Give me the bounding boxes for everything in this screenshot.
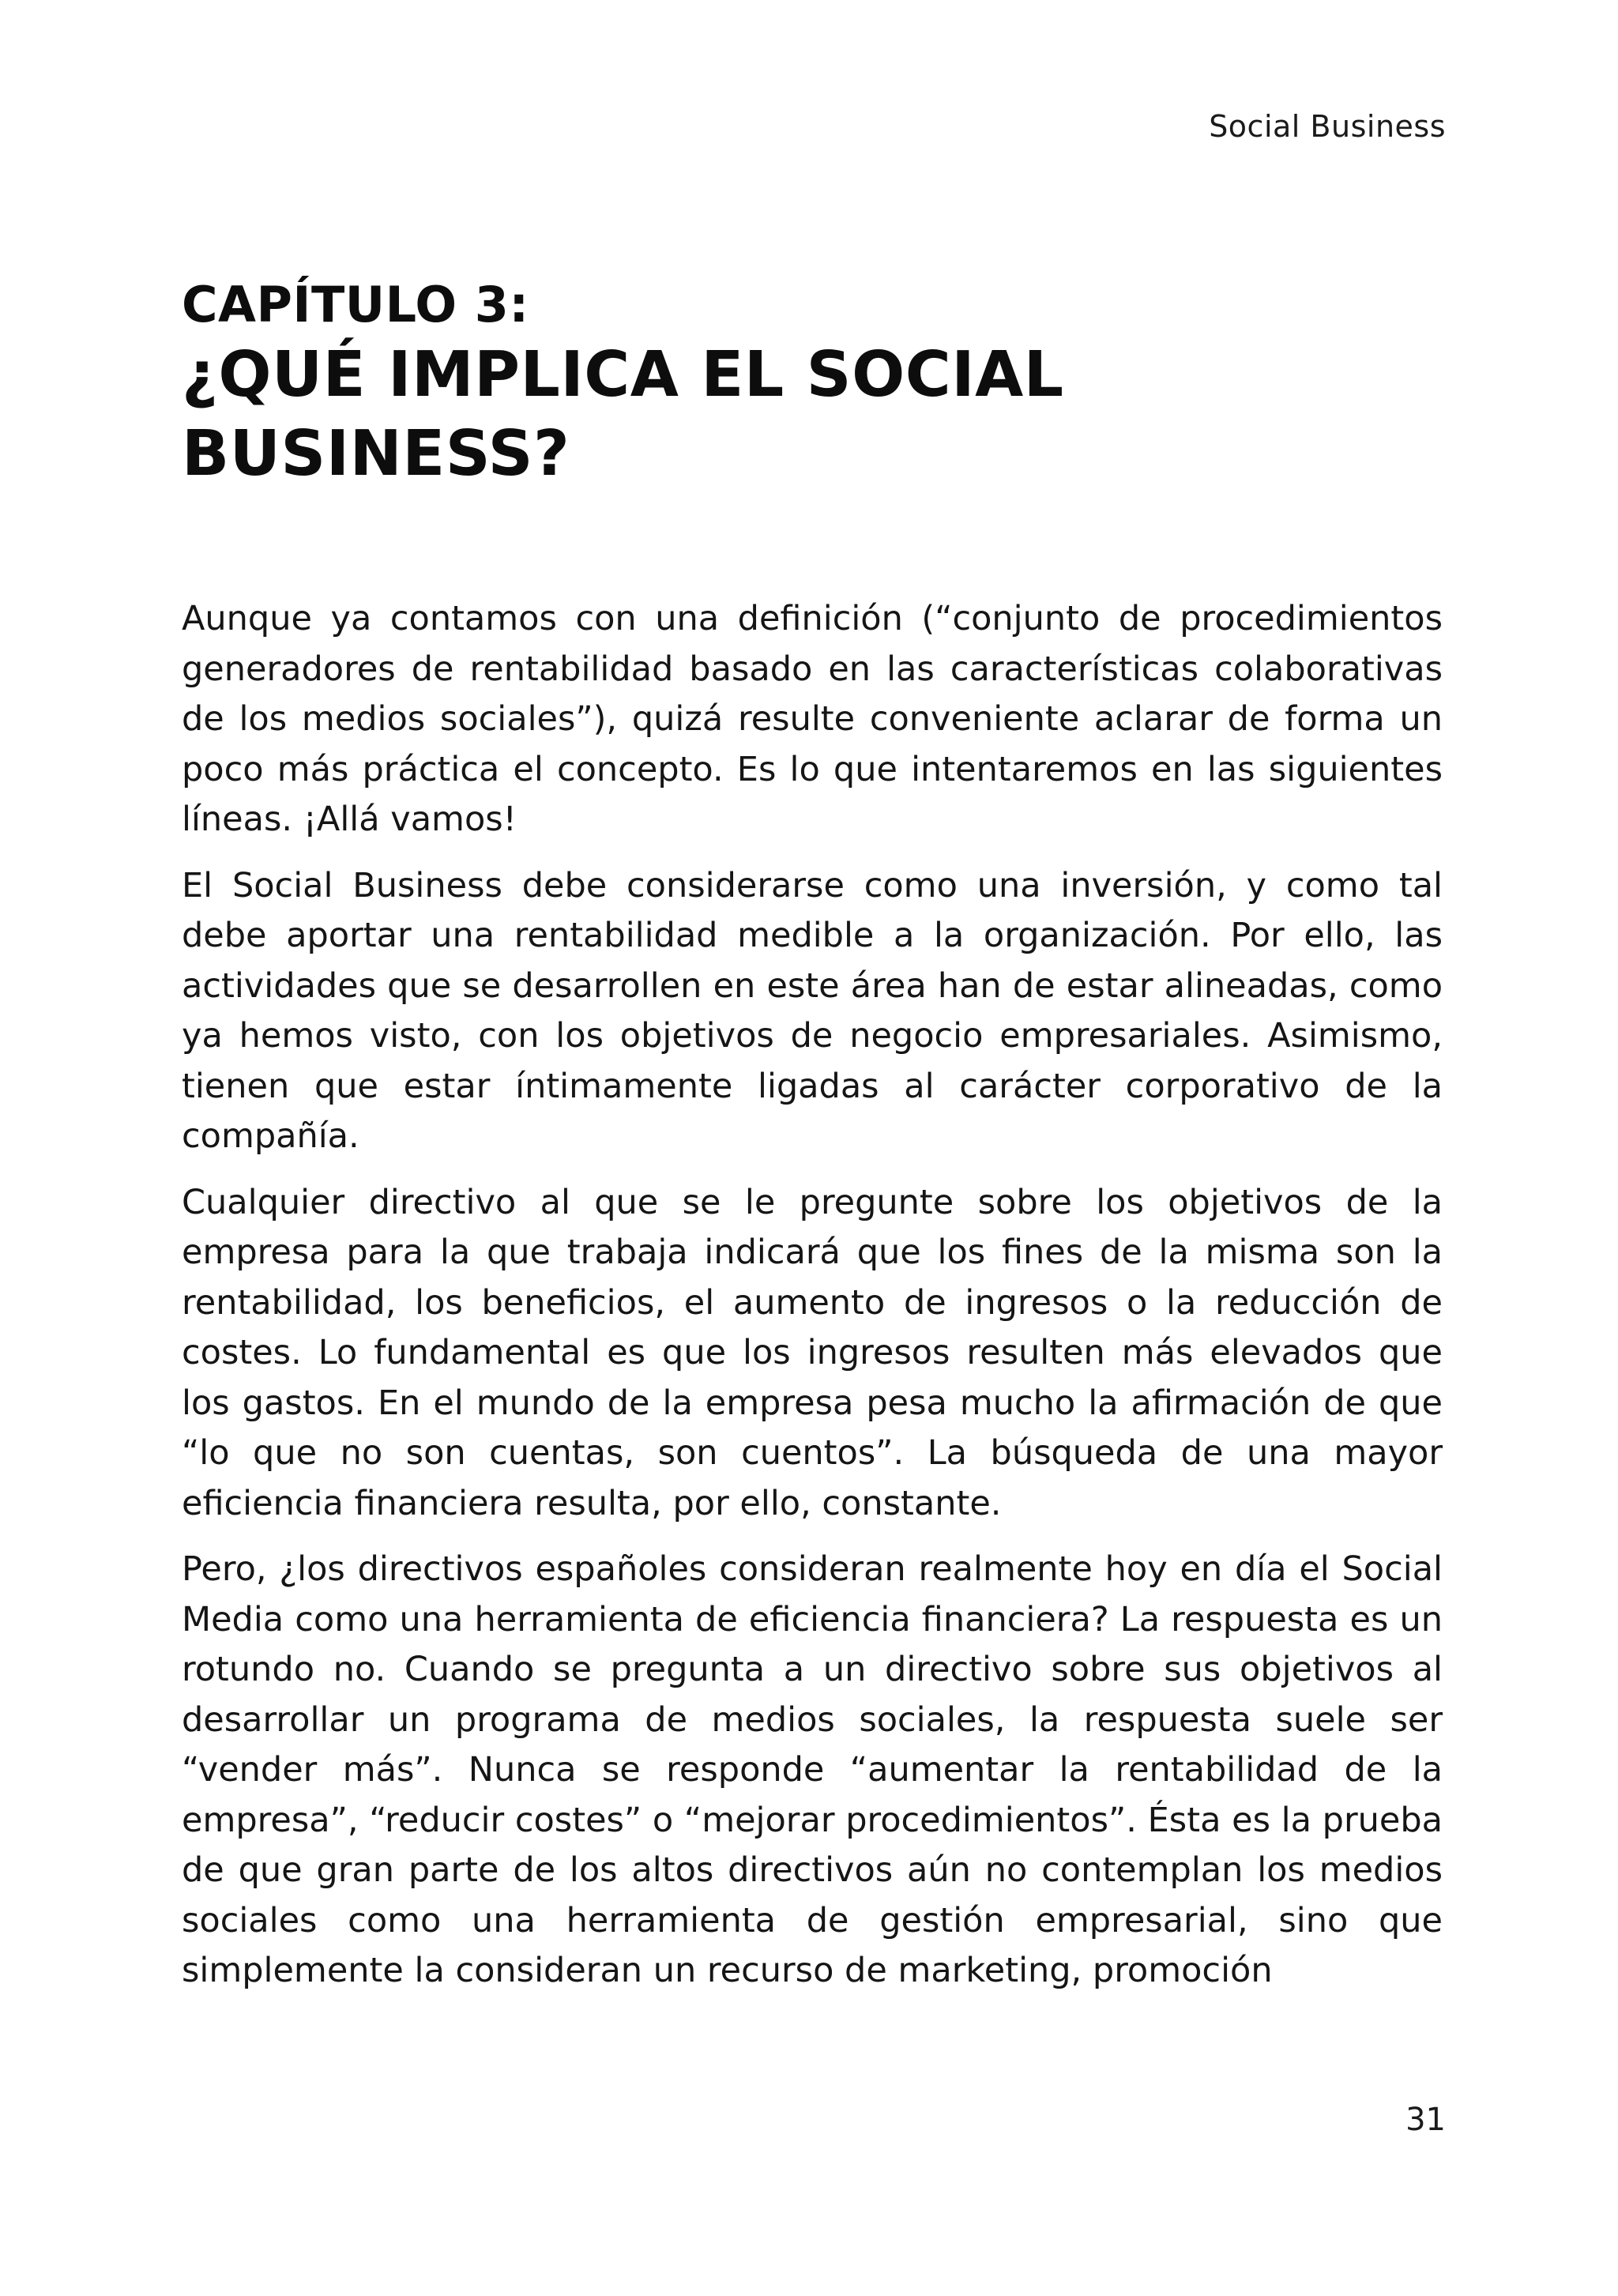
chapter-label: CAPÍTULO 3: (182, 276, 529, 333)
body-text (182, 594, 1443, 2012)
paragraph: Aunque ya contamos con una definición (“conjunto de procedimientos generadores de rentabilidad basado en las características colaborativas de los medios sociales”), quizá resulte conveniente aclarar de forma un poco más práctica el concepto. Es lo que intentaremos en las siguientes líneas. ¡Allá vamos! (182, 599, 1443, 839)
chapter-heading (182, 275, 1414, 493)
page-number: 31 (1405, 2102, 1446, 2138)
chapter-title: ¿QUÉ IMPLICA EL SOCIAL BUSINESS? (182, 338, 1064, 490)
paragraph: Pero, ¿los directivos españoles consideran realmente hoy en día el Social Media como una herramienta de eficiencia financiera? La respuesta es un rotundo no. Cuando se pregunta a un directivo sobre sus objetivos al desarrollar un programa de medios sociales, la respuesta suele ser “vender más”. Nunca se responde “aumentar la rentabilidad de la empresa”, “reducir costes” o “mejorar procedimientos”. Ésta es la prueba de que gran parte de los altos directivos aún no contemplan los medios sociales como una herramienta de gestión empresarial, sino que simplemente la consideran un recurso de marketing, promoción (182, 1549, 1443, 1990)
paragraph: Cualquier directivo al que se le pregunte sobre los objetivos de la empresa para la que trabaja indicará que los fines de la misma son la rentabilidad, los beneficios, el aumento de ingresos o la reducción de costes. Lo fundamental es que los ingresos resulten más elevados que los gastos. En el mundo de la empresa pesa mucho la afirmación de que “lo que no son cuentas, son cuentos”. La búsqueda de una mayor eficiencia financiera resulta, por ello, constante. (182, 1182, 1443, 1523)
paragraph: El Social Business debe considerarse como una inversión, y como tal debe aportar una rentabilidad medible a la organización. Por ello, las actividades que se desarrollen en este área han de estar alineadas, como ya hemos visto, con los objetivos de negocio empresariales. Asimismo, tienen que estar íntimamente ligadas al carácter corporativo de la compañía. (182, 865, 1443, 1156)
running-header: Social Business (1209, 109, 1446, 144)
